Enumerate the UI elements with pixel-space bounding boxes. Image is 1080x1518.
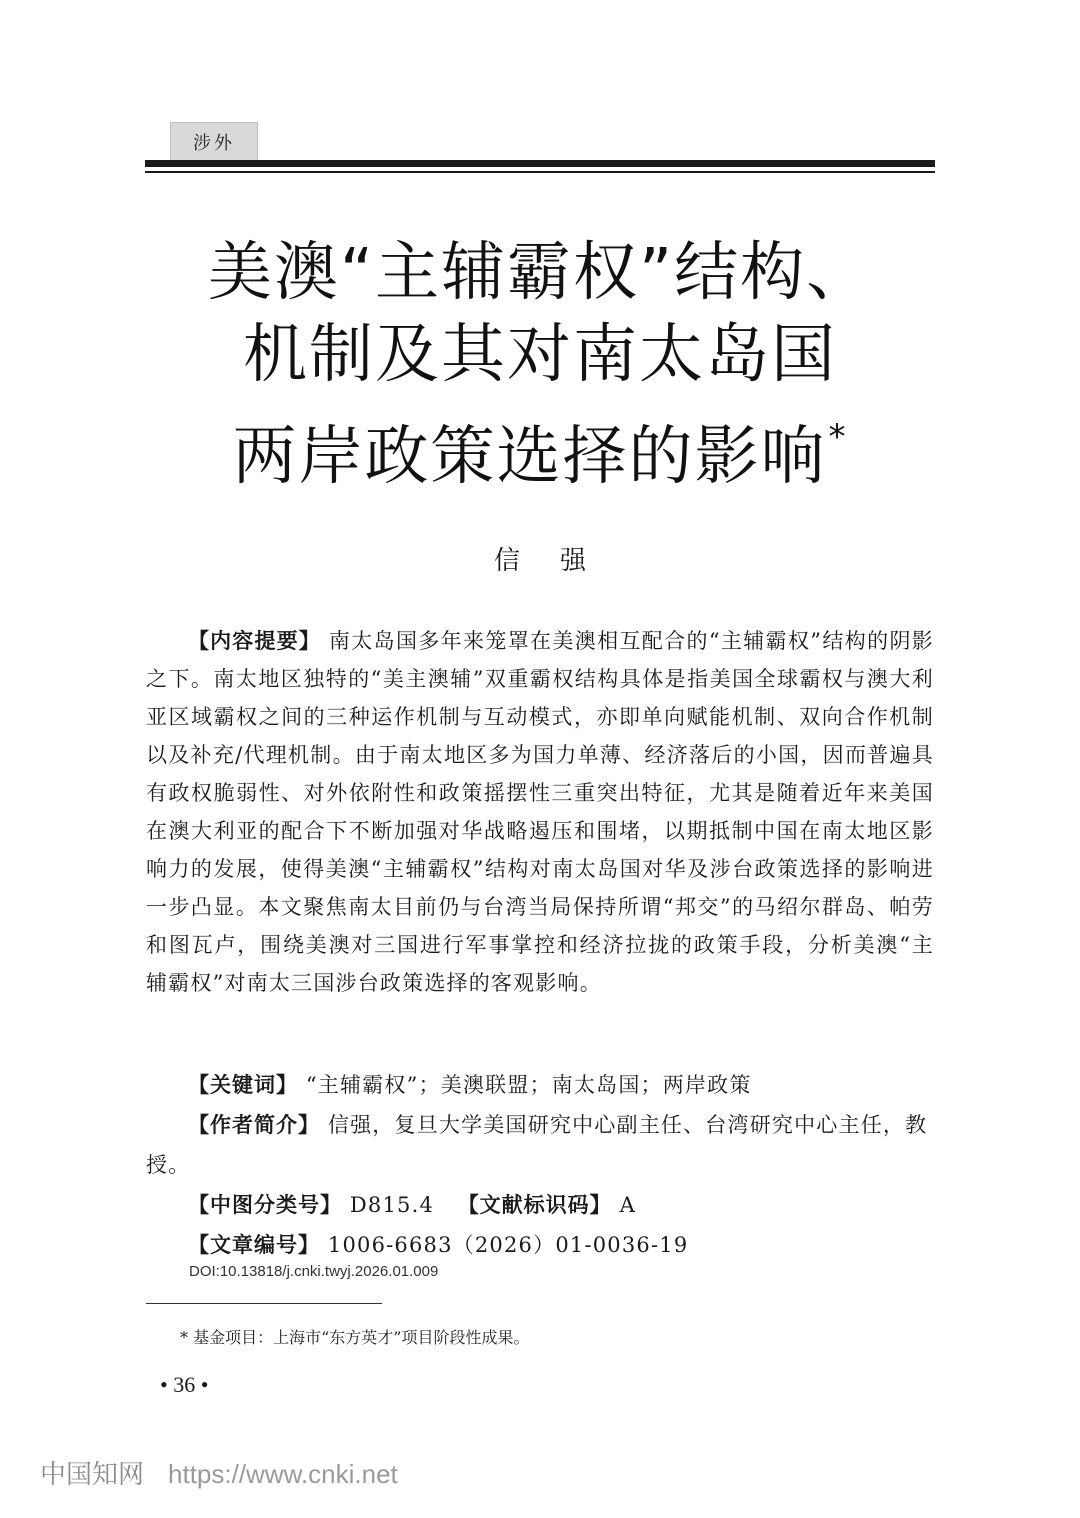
doc-code-label: 【文献标识码】 (457, 1193, 612, 1217)
article-number-label: 【文章编号】 (188, 1233, 320, 1257)
author-intro (146, 1105, 934, 1185)
watermark-url: https://www.cnki.net (168, 1459, 398, 1489)
article-number-value: 1006-6683（2026）01-0036-19 (327, 1233, 689, 1257)
article-meta (146, 1065, 934, 1265)
author-name: 信强 (493, 546, 626, 576)
page-number: • 36 • (160, 1372, 209, 1397)
title-line-3 (145, 396, 935, 498)
doi: DOI:10.13818/j.cnki.twyj.2026.01.009 (189, 1263, 439, 1280)
keywords (146, 1065, 934, 1105)
watermark-brand: 中国知网 (40, 1460, 145, 1490)
keywords-label: 【关键词】 (188, 1073, 298, 1097)
abstract-text: 南太岛国多年来笼罩在美澳相互配合的“主辅霸权”结构的阴影之下。南太地区独特的“美主澳辅”双重霸权结构具体是指美国全球霸权与澳大利亚区域霸权之间的三种运作机制与互动模式，亦即单向赋能机制、双向合作机制以及补充/代理机制。由于南太地区多为国力单薄、经济落后的小国，因而普遍具有政权脆弱性、对外依附性和政策摇摆性三重突出特征，尤其是随着近年来美国在澳大利亚的配合下不断加强对华战略遏压和围堵，以期抵制中国在南太地区影响力的发展，使得美澳“主辅霸权”结构对南太岛国对华及涉台政策选择的影响进一步凸显。本文聚焦南太目前仍与台湾当局保持所谓“邦交”的马绍尔群岛、帕劳和图瓦卢，围绕美澳对三国进行军事掌控和经济拉拢的政策手段，分析美澳“主辅霸权”对南太三国涉台政策选择的客观影响。 (146, 629, 934, 995)
article-number (146, 1225, 934, 1265)
header-rule-thin (145, 171, 935, 173)
title-footnote-mark: * (828, 417, 848, 457)
keywords-text: “主辅霸权”；美澳联盟；南太岛国；两岸政策 (305, 1073, 752, 1097)
title-line-2: 机制及其对南太岛国 (243, 318, 837, 392)
footnote: * 基金项目：上海市“东方英才”项目阶段性成果。 (180, 1328, 530, 1347)
title-line-3-text: 两岸政策选择的影响 (232, 420, 827, 494)
author-intro-text: 信强，复旦大学美国研究中心副主任、台湾研究中心主任，教授。 (146, 1113, 928, 1177)
article-title (145, 232, 935, 498)
abstract-label: 【内容提要】 (188, 629, 321, 653)
abstract (146, 622, 934, 1002)
section-tab (170, 122, 258, 161)
header-rule (145, 160, 935, 167)
footnote-rule (146, 1303, 382, 1304)
author-intro-label: 【作者简介】 (188, 1113, 320, 1137)
title-line-1: 美澳“主辅霸权”结构、 (207, 236, 873, 310)
classification (146, 1185, 934, 1225)
doc-code-value: A (619, 1193, 636, 1217)
clc-label: 【中图分类号】 (188, 1193, 342, 1217)
section-label: 涉外 (193, 133, 235, 154)
clc-value: D815.4 (349, 1193, 435, 1217)
watermark (40, 1454, 398, 1491)
